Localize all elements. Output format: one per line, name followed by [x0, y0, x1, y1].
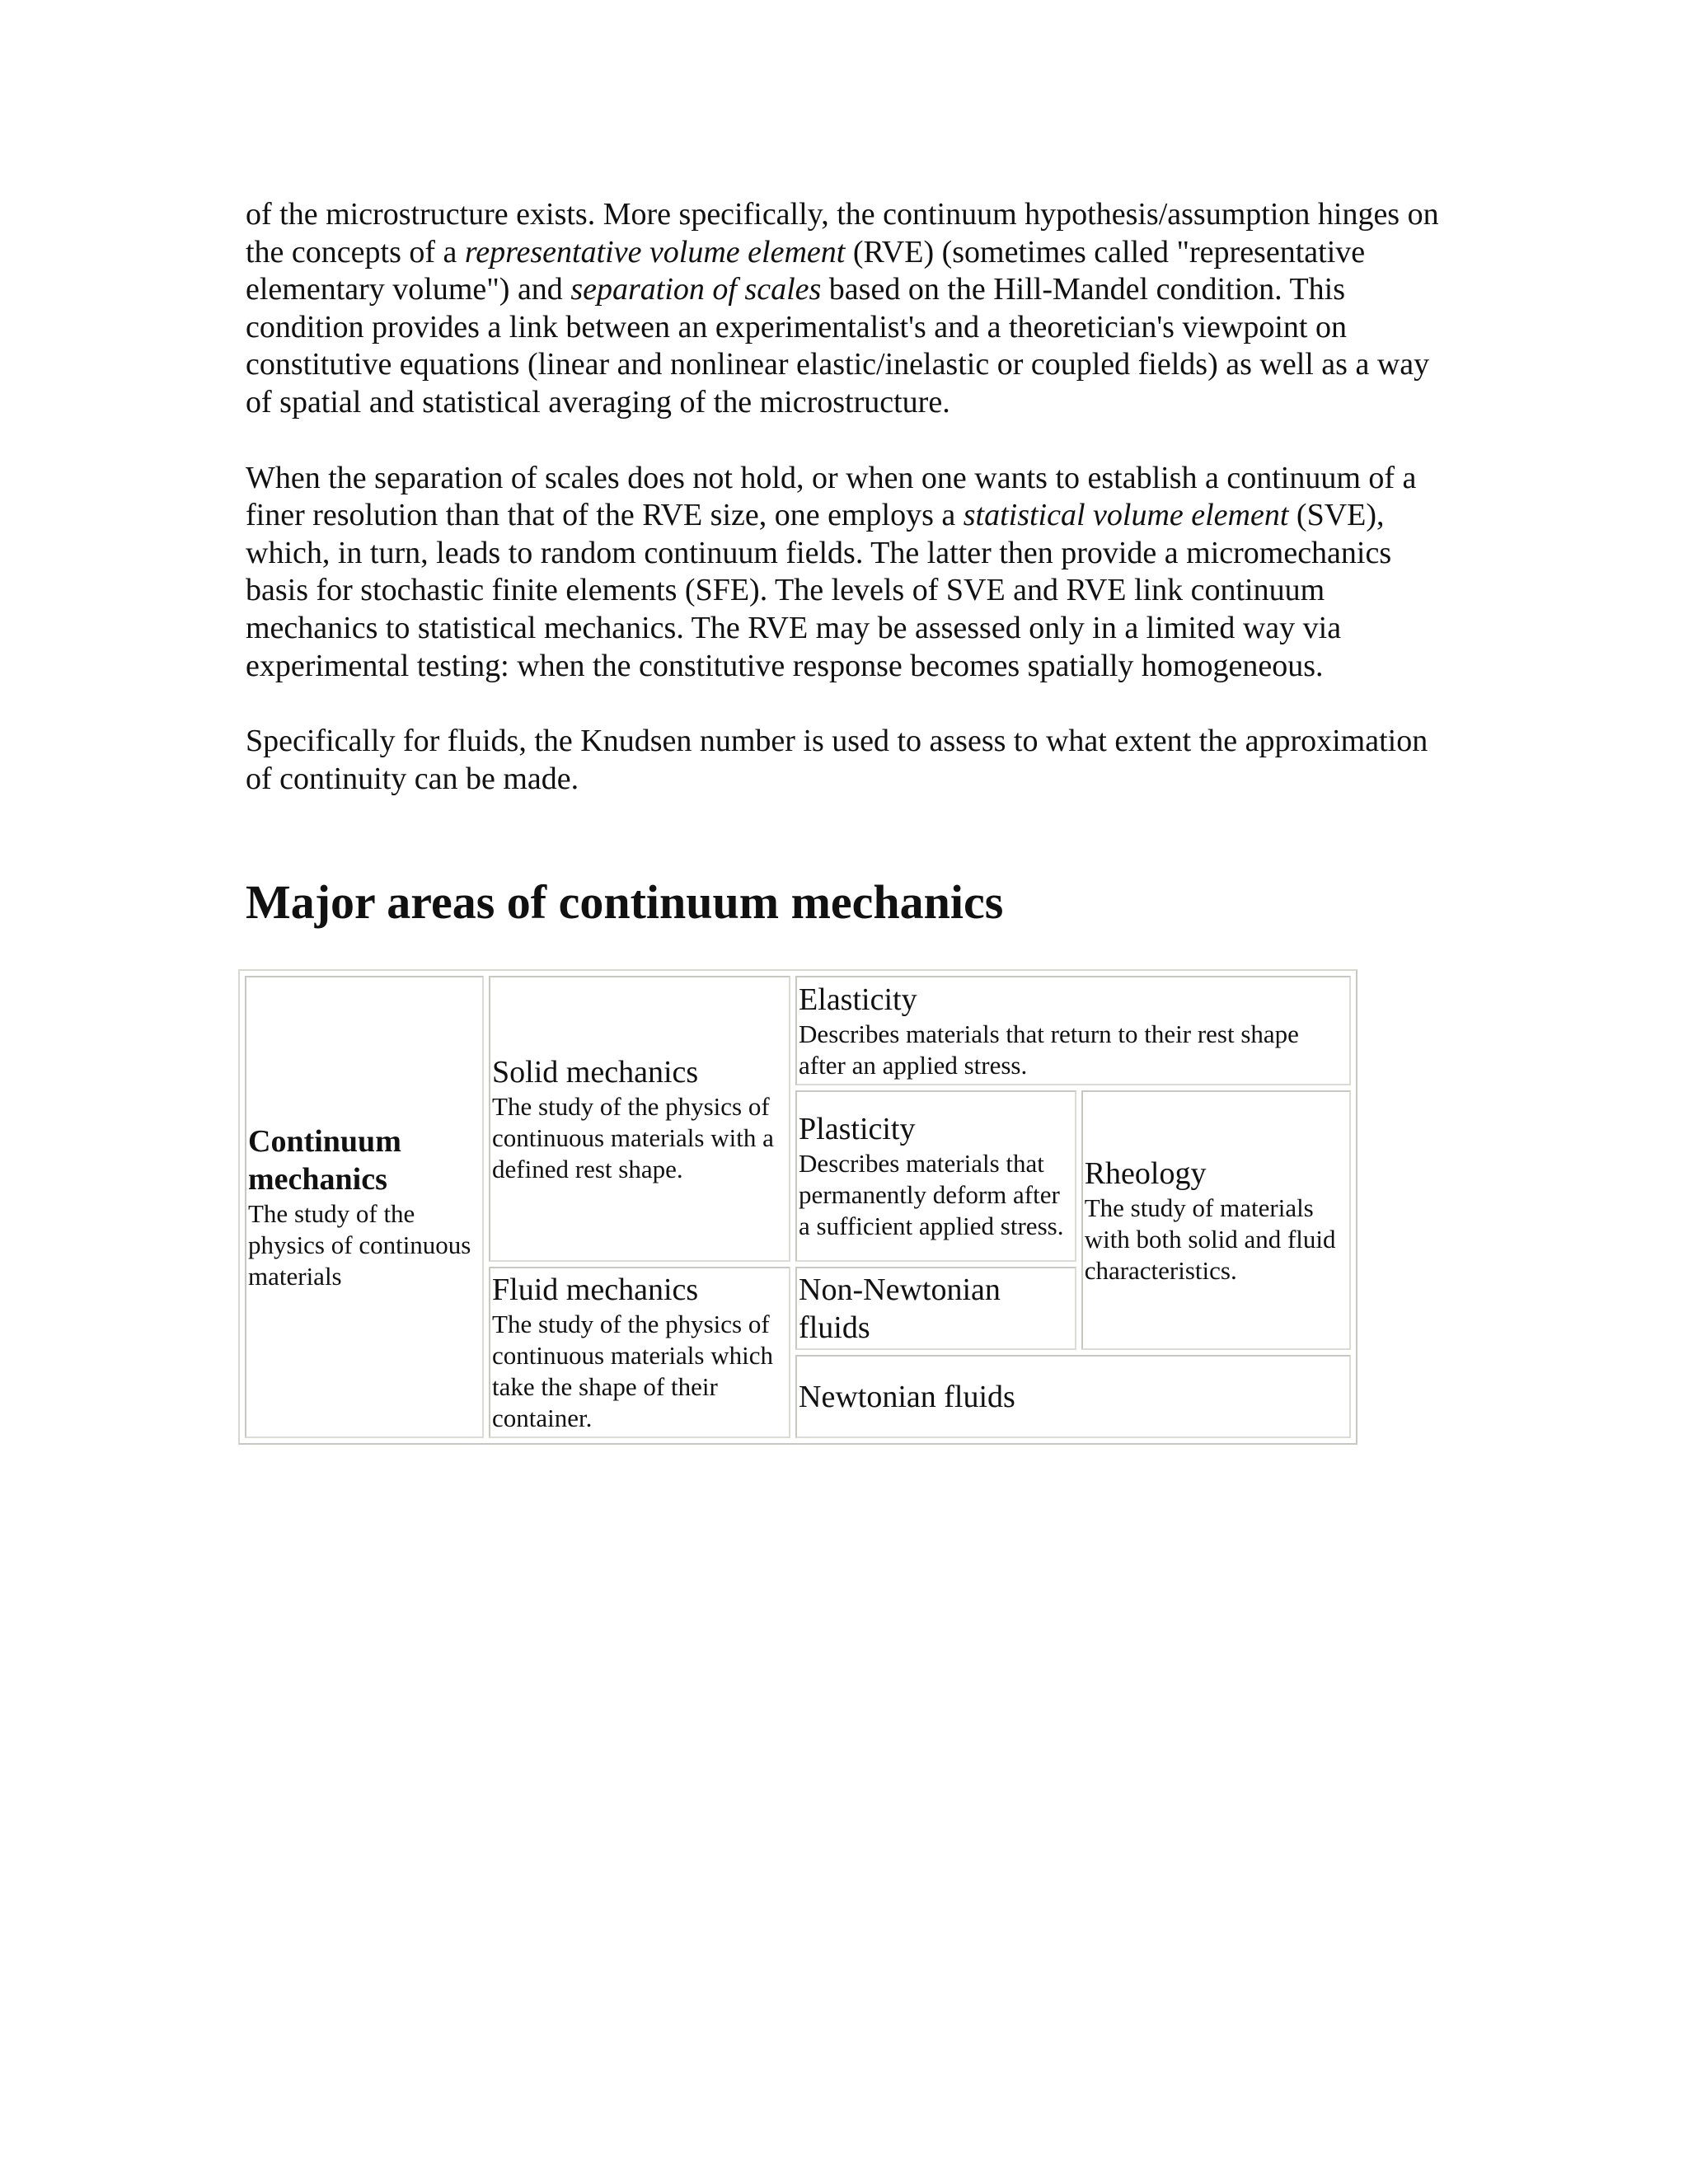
rheology-title: Rheology — [1084, 1155, 1207, 1191]
non-newtonian-fluids-title: Non-Newtonian fluids — [799, 1272, 1001, 1345]
solid-mechanics-desc: The study of the physics of continuous materials with a defined rest shape. — [492, 1091, 774, 1183]
plasticity-title: Plasticity — [799, 1112, 916, 1147]
rheology-desc: The study of materials with both solid and fluid characteristics. — [1084, 1193, 1336, 1285]
cell-plasticity — [795, 1090, 1076, 1262]
paragraph-rve-emphasis-1: representative volume element — [464, 234, 846, 269]
cell-rheology — [1081, 1090, 1351, 1350]
fluid-mechanics-title: Fluid mechanics — [492, 1272, 699, 1308]
paragraph-sve-text-2: (SVE), which, in turn, leads to random continuum fields. The latter then provide a micromechanics basis for stochastic finite elements (SFE). The levels of SVE and RVE link continuum mechanics to statistical mechanics. The RVE may be assessed only in a limited way via experimental testing: when the constitutive response becomes spatially homogeneous. — [246, 498, 1392, 683]
continuum-mechanics-title: Continuum mechanics — [248, 1123, 401, 1197]
cell-solid-mechanics — [489, 976, 790, 1262]
continuum-mechanics-desc: The study of the physics of continuous materials — [248, 1198, 471, 1291]
document-page — [246, 196, 1441, 1433]
cell-elasticity — [795, 976, 1351, 1085]
newtonian-fluids-title: Newtonian fluids — [799, 1379, 1015, 1414]
paragraph-sve-emphasis-1: statistical volume element — [963, 498, 1289, 533]
paragraph-rve-text-2: (RVE) (sometimes called "representative elementary volume") and — [246, 234, 1366, 307]
elasticity-desc: Describes materials that return to their rest shape after an applied stress. — [799, 1019, 1299, 1080]
paragraph-rve-text-3: based on the Hill-Mandel condition. This condition provides a link between an experimentalist's and a theoretician's viewpoint on constitutive equations (linear and nonlinear elastic/inelastic or coupled fields) as well as a way of spatial and statistical averaging of the microstructure. — [246, 272, 1430, 419]
elasticity-title: Elasticity — [799, 982, 917, 1017]
cell-newtonian-fluids — [795, 1355, 1351, 1438]
section-heading: Major areas of continuum mechanics — [246, 875, 1004, 929]
areas-table — [238, 969, 1357, 1445]
solid-mechanics-title: Solid mechanics — [492, 1054, 699, 1090]
paragraph-rve-emphasis-2: separation of scales — [570, 272, 822, 307]
paragraph-rve — [246, 196, 1441, 422]
fluid-mechanics-desc: The study of the physics of continuous materials which take the shape of their container. — [492, 1310, 773, 1433]
cell-fluid-mechanics — [489, 1267, 790, 1438]
paragraph-rve-text-1: of the microstructure exists. More specifically, the continuum hypothesis/assumption hinges on the concepts of a — [246, 197, 1439, 269]
plasticity-desc: Describes materials that permanently deform after a sufficient applied stress. — [799, 1149, 1064, 1241]
paragraph-sve-text-1: When the separation of scales does not hold, or when one wants to establish a continuum of a finer resolution than that of the RVE size, one employs a — [246, 460, 1417, 533]
cell-non-newtonian-fluids — [795, 1267, 1076, 1350]
paragraph-sve — [246, 460, 1441, 686]
cell-continuum-mechanics — [245, 976, 484, 1438]
paragraph-knudsen: Specifically for fluids, the Knudsen number is used to assess to what extent the approximation of continuity can be made. — [246, 724, 1428, 796]
